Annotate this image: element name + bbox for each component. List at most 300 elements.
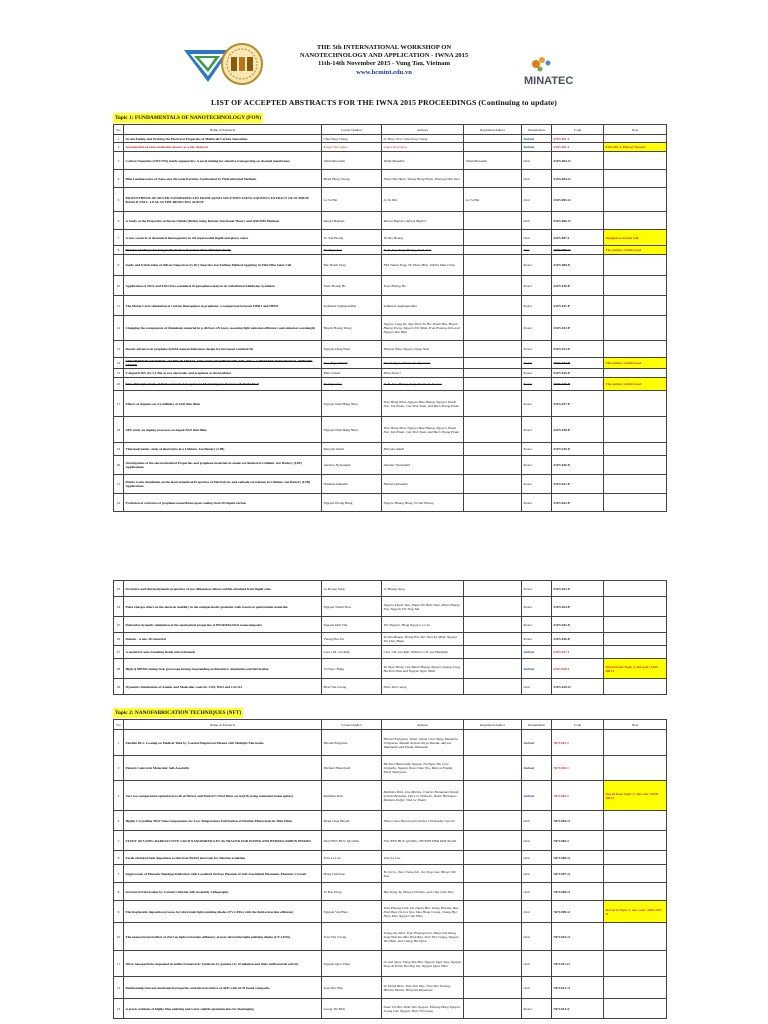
row-number: 9 bbox=[114, 901, 124, 923]
topic-1-label: Topic 1: FUNDAMENTALS OF NANOTECHNOLOGY (FON) bbox=[115, 115, 262, 121]
registered-author bbox=[464, 230, 522, 246]
column-header-note: Note bbox=[604, 125, 667, 135]
row-number: 14 bbox=[114, 358, 124, 369]
contact-author: Tran Viet Cuong bbox=[322, 923, 382, 951]
registered-author bbox=[464, 679, 522, 695]
registered-author: Vahid Mosadeh bbox=[464, 152, 522, 170]
registered-author bbox=[464, 246, 522, 255]
table-row bbox=[114, 230, 667, 246]
abstract-name: First-Principle Study of NO2 and CO2 Adsorption in Metal Organic Framework Embedded bbox=[124, 378, 322, 391]
presentation-type: Invited bbox=[522, 135, 552, 143]
table-row bbox=[114, 597, 667, 617]
contact-author: Nguyen Hoang Hung bbox=[322, 494, 382, 512]
abstract-name: A green synthesis of highly blue emitting and water-soluble quantum dots for bioimaging bbox=[124, 999, 322, 1019]
abstract-name: In situ Tuning and Probing the Electrical Properties of Multiwall Carbon Nanotubes bbox=[124, 135, 322, 143]
note bbox=[604, 633, 667, 646]
note: The authors withdrawed bbox=[604, 246, 667, 255]
contact-author: Nguyen Thanh Tien bbox=[322, 597, 382, 617]
presentation-type: Poster bbox=[522, 358, 552, 369]
abstract-code: FON-011-P bbox=[552, 296, 604, 316]
row-number: 4 bbox=[114, 170, 124, 188]
abstract-code: FON-005-O bbox=[552, 188, 604, 212]
column-header-name: Name of Abstracts bbox=[124, 720, 322, 730]
contact-author: Michael Hietschold bbox=[322, 756, 382, 781]
authors: Nguyen Thanh Tien, Pham Thi Bich Thao, Pham Hoang Duy, Nguyen Thi Thuy Mo bbox=[382, 597, 464, 617]
table-row bbox=[114, 781, 667, 811]
abstract-code: FON-024-P bbox=[552, 597, 604, 617]
abstract-name: Changing the components of Aluminum material in p-Al2Ga1-xN layer, assessing light emission efficiency and emission wavelength bbox=[124, 316, 322, 341]
column-header-presentation: Presentation bbox=[522, 720, 552, 730]
row-number: 13 bbox=[114, 341, 124, 358]
row-number: 7 bbox=[114, 865, 124, 883]
table-row bbox=[114, 246, 667, 255]
abstract-name: S-doped h-BN (Sc-Li, Be) as two electrodes and graphene as the insulator bbox=[124, 369, 322, 378]
column-header-note: Note bbox=[604, 720, 667, 730]
table-row bbox=[114, 170, 667, 188]
row-number: 24 bbox=[114, 597, 124, 617]
contact-author: Ta Bao Dong bbox=[322, 883, 382, 901]
registered-author bbox=[464, 135, 522, 143]
row-number: 5 bbox=[114, 831, 124, 851]
authors: Le Tu Hai bbox=[382, 188, 464, 212]
abstract-name: Flexible DLC Coating on Medical Tube by Coaxial Magnetron Plasma with Multiple Electrodes bbox=[124, 730, 322, 756]
presentation-type: Oral bbox=[522, 831, 552, 851]
registered-author bbox=[464, 633, 522, 646]
abstract-code: FON-022-P bbox=[552, 494, 604, 512]
abstract-name: Pulse charges effect on the electron mobility in the semiparabolic quantum wells based on polarization materials bbox=[124, 597, 322, 617]
presentation-type: Poster bbox=[522, 378, 552, 391]
abstract-name: Pattern Control in Molecular Self-Assembly bbox=[124, 756, 322, 781]
presentation-type: Poster bbox=[522, 391, 552, 417]
row-number: 3 bbox=[114, 781, 124, 811]
abstract-name: The Monte Carlo simulation of various fluorophore in graphene: a comparison between HER1 and HER4 bbox=[124, 296, 322, 316]
table-row bbox=[114, 901, 667, 923]
registered-author bbox=[464, 378, 522, 391]
table-row bbox=[114, 276, 667, 296]
presentation-type: Oral bbox=[522, 923, 552, 951]
presentation-type: Poster bbox=[522, 581, 552, 597]
table-row bbox=[114, 378, 667, 391]
header-line-2: NANOTECHNOLOGY AND APPLICATION - IWNA 2015 bbox=[299, 52, 469, 60]
header-line-3: 11th-14th November 2015 - Vung Tau, Vietnam bbox=[318, 60, 450, 68]
abstract-name: BIOSYNTHESIS OF SILVER NANOPARTICLES FROM AgNO3 SOLUTION USING AQUEOUS EXTRACT OF OCIMUM BASILICUM L. LEAF AS THE REDUCING AGENT bbox=[124, 188, 322, 212]
abstract-code: FON-029-O bbox=[552, 679, 604, 695]
row-number: 11 bbox=[114, 951, 124, 977]
table-row bbox=[114, 443, 667, 456]
authors: Tran Phuong Linh, Do Thanh Hai, Vuong Huk Ka, Bao Dinh Bao, Do Lev Xeu, Dao Hung Cuong, Chang Hye Hyun Kim, Nguyen Van Hieu bbox=[382, 901, 464, 923]
contact-author: Vo Van Hoang bbox=[322, 230, 382, 246]
table-row bbox=[114, 581, 667, 597]
authors: Yi-Ju Liu, Jhen Chong Lin, Jun Ting Gao, Hong Chih Kuo bbox=[382, 865, 464, 883]
authors: Li-Ting Chen, Chia-Seng Chang bbox=[382, 135, 464, 143]
table-row bbox=[114, 391, 667, 417]
abstract-name: Recent advances in graphene hybrid nanoarchitectures design for increased conductivity bbox=[124, 341, 322, 358]
row-number: 16 bbox=[114, 378, 124, 391]
authors: Le Anh Quoc, Dang Van Phu, Nguyen Ngoc Duy, Nguyen Thuy Ai Trinh, Bui Duy Du, Nguyen Quoc Hien bbox=[382, 951, 464, 977]
contact-author: Vuong Phu Tai bbox=[322, 633, 382, 646]
minatec-logo bbox=[520, 52, 590, 94]
row-number: 6 bbox=[114, 851, 124, 865]
authors: Vahid Mosadeh bbox=[382, 152, 464, 170]
minatec-logo-text: MINATEC bbox=[524, 75, 574, 87]
registered-author bbox=[464, 730, 522, 756]
table-row bbox=[114, 417, 667, 443]
presentation-type: Oral bbox=[522, 883, 552, 901]
contact-author: Huynh Hoang Trung bbox=[322, 316, 382, 341]
abstract-code: FON-004-O bbox=[552, 170, 604, 188]
authors: Nguyen Hoang Hung, Vo Van Hoang bbox=[382, 494, 464, 512]
column-header-code: Code bbox=[552, 125, 604, 135]
topic-2-label: Topic 2: NANOFABRICATION TECHNIQUES (NFT) bbox=[115, 710, 242, 716]
abstract-name: Very low-temperature epitaxial growth of MoSe2 and MoSe2/Cr2Se3 films on Ge(111) using molecular beam epitaxy bbox=[124, 781, 322, 811]
table-row bbox=[114, 951, 667, 977]
table-row bbox=[114, 212, 667, 230]
registered-author bbox=[464, 811, 522, 831]
abstract-code: FON-020-P bbox=[552, 456, 604, 475]
abstract-code: NFT-003-I bbox=[552, 781, 604, 811]
abstract-name: Thermodynamic study of electrolyte in a Lithium- Ion Battery (LIB) bbox=[124, 443, 322, 456]
presentation-type: Poster bbox=[522, 255, 552, 276]
presentation-type: Oral bbox=[522, 212, 552, 230]
column-header-contact: Contact Author bbox=[322, 125, 382, 135]
page-title: LIST OF ACCEPTED ABSTRACTS FOR THE IWNA 2015 PROCEEDINGS (Continuing to update) bbox=[211, 98, 557, 107]
abstract-name: Relationship between mechanical properties and microstructure of AFD with Al-Ti based composite bbox=[124, 977, 322, 999]
abstract-code: FON-006-O bbox=[552, 212, 604, 230]
table-row bbox=[114, 494, 667, 512]
authors: Mahesh Yoku, Nguyen Dang Nam bbox=[382, 341, 464, 358]
contact-author: Seigei Stavrogine bbox=[322, 143, 382, 152]
row-number: 10 bbox=[114, 923, 124, 951]
column-header-authors: Authors bbox=[382, 125, 464, 135]
presentation-type: Oral bbox=[522, 246, 552, 255]
column-header-authors: Authors bbox=[382, 720, 464, 730]
authors: Michael Hietschold, Nguyen Thi Ngoc Ha, Lars Smykalla, Nguyen Tuan Chau Thu, Marcus Fouder, Pavel Shukrynau bbox=[382, 756, 464, 781]
contact-author: Le Tu Hai bbox=[322, 188, 382, 212]
note bbox=[604, 865, 667, 883]
authors: BUI Thanh Tung, TU Hoan Hien, DANG Mau Chien bbox=[382, 255, 464, 276]
contact-author: Le Hoang Sang bbox=[322, 581, 382, 597]
note bbox=[604, 617, 667, 633]
abstract-code: FON-009-P bbox=[552, 255, 604, 276]
contact-author: Nguyen Kim Thu bbox=[322, 617, 382, 633]
table-row bbox=[114, 152, 667, 170]
row-number: 12 bbox=[114, 977, 124, 999]
table-row bbox=[114, 633, 667, 646]
registered-author bbox=[464, 999, 522, 1019]
table-row bbox=[114, 296, 667, 316]
presentation-type: Poster bbox=[522, 276, 552, 296]
row-number: 3 bbox=[114, 152, 124, 170]
presentation-type: Oral bbox=[522, 865, 552, 883]
abstract-name: Electrophoretic deposition process for ultraviolet light emitting diodes (UV-LEDs) with the field extraction efficiency bbox=[124, 901, 322, 923]
abstract-name: Blue Luminescence of Nano-size Zirconia Particles Synthesized by Hydrothermal Methods bbox=[124, 170, 322, 188]
note bbox=[604, 369, 667, 378]
row-number: 13 bbox=[114, 999, 124, 1019]
note bbox=[604, 456, 667, 475]
authors: Bao Dong Ta, Hung-Chih Kan, and Chia Chen Hsu bbox=[382, 883, 464, 901]
table-header-row bbox=[114, 720, 667, 730]
table-row bbox=[114, 923, 667, 951]
presentation-type: Oral bbox=[522, 977, 552, 999]
row-number: 25 bbox=[114, 617, 124, 633]
row-number: 15 bbox=[114, 369, 124, 378]
contact-author: Seddasan Saghapandian bbox=[322, 296, 382, 316]
note: moved to Topic 4, new code: AMS-O07-O bbox=[604, 901, 667, 923]
registered-author bbox=[464, 276, 522, 296]
registered-author bbox=[464, 865, 522, 883]
registered-author bbox=[464, 951, 522, 977]
abstract-name: Evolution of structure of graphene nanoribbon upon cooling from 2D liquid carbon bbox=[124, 494, 322, 512]
note bbox=[604, 646, 667, 659]
contact-author: Akrobar Nyalandeh bbox=[322, 456, 382, 475]
column-header-contact: Contact Author bbox=[322, 720, 382, 730]
abstract-name: Dynamics Simulations of Atomic and Molecular scale for CO2, H2O and CaCO3 bbox=[124, 679, 322, 695]
authors: Vo Van Hoang, Vuong Phu Tai, Tran Ky Minh, Nguyen Thi Thuy Hang bbox=[382, 633, 464, 646]
abstract-code: NFT-011-O bbox=[552, 951, 604, 977]
column-header-presentation: Presentation bbox=[522, 125, 552, 135]
registered-author bbox=[464, 417, 522, 443]
abstract-code: FON-012-P bbox=[552, 316, 604, 341]
abstract-code: FON-015-P bbox=[552, 369, 604, 378]
abstract-name: Carbon Nanotube (SWCNTs) inside aquaporins: A novel mining for selective transporting on channel membranes bbox=[124, 152, 322, 170]
contact-author: Nguyen Van Hieu bbox=[322, 901, 382, 923]
column-header-registered: Registered Author bbox=[464, 720, 522, 730]
presentation-type: Poster bbox=[522, 633, 552, 646]
table-row bbox=[114, 756, 667, 781]
presentation-type: Oral bbox=[522, 188, 552, 212]
row-number: 12 bbox=[114, 316, 124, 341]
abstract-name: Molecular dynamic simulation of the mechanical properties of PEGDMA/SiO2 nanocomposite bbox=[124, 617, 322, 633]
presentation-type: Oral bbox=[522, 951, 552, 977]
row-number: 2 bbox=[114, 756, 124, 781]
registered-author bbox=[464, 358, 522, 369]
abstract-code: FON-016-P bbox=[552, 378, 604, 391]
row-number: 10 bbox=[114, 276, 124, 296]
contact-author: Matthieu Petit bbox=[322, 781, 382, 811]
presentation-type: Oral bbox=[522, 811, 552, 831]
presentation-type: Oral bbox=[522, 851, 552, 865]
registered-author bbox=[464, 977, 522, 999]
abstract-name: Investigation of the electrochemical Properties and graphene materials in anode correlation in Lithium- Ion Battery (LIB) Applications bbox=[124, 456, 322, 475]
presentation-type: Poster bbox=[522, 597, 552, 617]
row-number: 6 bbox=[114, 212, 124, 230]
registered-author bbox=[464, 369, 522, 378]
note bbox=[604, 679, 667, 695]
authors: Rasoul Bagheri, Afrooz Bigheri bbox=[382, 212, 464, 230]
abstract-code: FON-I02-I bbox=[552, 143, 604, 152]
table-row bbox=[114, 659, 667, 679]
note bbox=[604, 443, 667, 456]
contact-author: Nguyen Quoc Hien bbox=[322, 951, 382, 977]
registered-author bbox=[464, 143, 522, 152]
registered-author bbox=[464, 456, 522, 475]
authors: Tran Le Luu bbox=[382, 851, 464, 865]
abstract-code: FON-010-P bbox=[552, 276, 604, 296]
table-row bbox=[114, 341, 667, 358]
note bbox=[604, 212, 667, 230]
abstract-code: NFT-001-I bbox=[552, 730, 604, 756]
row-number: 27 bbox=[114, 646, 124, 659]
header-url[interactable]: www.hcmint.edu.vn bbox=[356, 68, 412, 76]
abstract-code: FON-027-I bbox=[552, 646, 604, 659]
contact-author: Nguyen Nam Hung Nhut bbox=[322, 391, 382, 417]
note: moved from Topic 5, old code: NMD-I003-I bbox=[604, 781, 667, 811]
presentation-type: Invited bbox=[522, 730, 552, 756]
abstract-code: FON-023-P bbox=[552, 581, 604, 597]
authors: Seung-Jae Park, Tran Phuong Linh, Hwan Soh Kang, Sung Wok Ko, Bao Dinh Bao, Tran Viet Cuong, Nguyen Van Hieu, and Chang Hie Hyun bbox=[382, 923, 464, 951]
abstract-code: FON-025-P bbox=[552, 617, 604, 633]
authors: NGUYEN HUU QUANG, HUYNH THAI KIM NGAN bbox=[382, 831, 464, 851]
authors: Vu Ngoc Hung, Chu Manh Hoang, Nguyen Quang Long, Ha Sinh Nhat and Nguyen Ngoc Minh bbox=[382, 659, 464, 679]
abstract-code: FON-021-P bbox=[552, 475, 604, 494]
abstract-code: NFT-002-I bbox=[552, 756, 604, 781]
presentation-type: Invited bbox=[522, 659, 552, 679]
registered-author bbox=[464, 391, 522, 417]
authors: Seigei Stavrogine bbox=[382, 143, 464, 152]
contact-author: Xuan Hoang Ho bbox=[322, 276, 382, 296]
authors: Mina Zaheri bbox=[382, 369, 464, 378]
presentation-type: Invited bbox=[522, 143, 552, 152]
abstract-code: FON-028-I bbox=[552, 659, 604, 679]
registered-author: Le Tu Hai bbox=[464, 188, 522, 212]
authors: Pham Chau Huynh and Charles Christopher Sorrell bbox=[382, 811, 464, 831]
table-row bbox=[114, 977, 667, 999]
table-row bbox=[114, 730, 667, 756]
contact-author: Tran Le Luu bbox=[322, 851, 382, 865]
row-number: 23 bbox=[114, 581, 124, 597]
abstract-code: FON-018-P bbox=[552, 417, 604, 443]
contact-author: Nguyen Dang Nam bbox=[322, 341, 382, 358]
table-row bbox=[114, 811, 667, 831]
abstract-name: Application of TiO2 and TiO2-Dye-sensitized Organophotocatalysts in Substituted Aldehydes Synthesis bbox=[124, 276, 322, 296]
abstract-code: FON-014-P bbox=[552, 358, 604, 369]
note bbox=[604, 581, 667, 597]
abstract-name: A Study of the Properties of Boron Nitride (BnNn) using Density functional Theory and QM/MM Methods bbox=[124, 212, 322, 230]
registered-author bbox=[464, 781, 522, 811]
note bbox=[604, 811, 667, 831]
registered-author bbox=[464, 831, 522, 851]
authors: Phan Van Cuong bbox=[382, 679, 464, 695]
registered-author bbox=[464, 597, 522, 617]
registered-author bbox=[464, 170, 522, 188]
contact-author: NGUYEN HUU QUANG bbox=[322, 831, 382, 851]
abstract-code: NFT-008-O bbox=[552, 883, 604, 901]
note: changed to invited talk bbox=[604, 230, 667, 246]
authors: Cees J.M. van Rijn, William G.N. van Hooijdon bbox=[382, 646, 464, 659]
note bbox=[604, 316, 667, 341]
authors: Doan Thi Bei, Dinh Tien Nguyen, Phuong Hong Nguyen, Luong Lien Nguyen, Bich Thi Luong bbox=[382, 999, 464, 1019]
table-row bbox=[114, 617, 667, 633]
authors: D. N. Son, Hoang, N. Q. Thanh, D. D. Cao bbox=[382, 378, 464, 391]
row-number: 1 bbox=[114, 135, 124, 143]
registered-author bbox=[464, 646, 522, 659]
presentation-type: Poster bbox=[522, 494, 552, 512]
abstract-name: Structure and thermodynamic properties of two dimension silicon carbide obtained from liquid state bbox=[124, 581, 322, 597]
authors: Akrobar Nyalandeh bbox=[382, 456, 464, 475]
abstract-code: FON-026-P bbox=[552, 633, 604, 646]
row-number: 29 bbox=[114, 679, 124, 695]
column-header-no: No bbox=[114, 720, 124, 730]
authors: Tran Hong Nhut, Nguyen Hau Hoang, Nguyen Thanh Duc, Inh Pham, Cao Vinh Tuan, and Bach Thang Pham bbox=[382, 417, 464, 443]
row-number: 8 bbox=[114, 883, 124, 901]
note bbox=[604, 276, 667, 296]
abstract-name: Monte Carlo simulation on the electrochemical Properties of Electrolytes and cathode correlation in Lithium- Ion Battery (LIB) Applications bbox=[124, 475, 322, 494]
row-number: 9 bbox=[114, 255, 124, 276]
note: FON-I02-I, Plenary Session bbox=[604, 143, 667, 152]
note: Moved from Topic 4, old code: AMS-I001-I bbox=[604, 659, 667, 679]
registered-author bbox=[464, 923, 522, 951]
registered-author bbox=[464, 475, 522, 494]
registered-author bbox=[464, 212, 522, 230]
note bbox=[604, 341, 667, 358]
note bbox=[604, 951, 667, 977]
authors: Thanh Ngoc, Thanh, Do Ngoc Son bbox=[382, 358, 464, 369]
note bbox=[604, 851, 667, 865]
registered-author bbox=[464, 659, 522, 679]
row-number: 18 bbox=[114, 417, 124, 443]
contact-author: Hong Chih Kuo bbox=[322, 865, 382, 883]
presentation-type: Oral bbox=[522, 170, 552, 188]
presentation-type: Poster bbox=[522, 369, 552, 378]
abstract-code: FON-007-I bbox=[552, 230, 604, 246]
abstract-code: FON-008-O bbox=[552, 246, 604, 255]
note bbox=[604, 977, 667, 999]
presentation-type: Poster bbox=[522, 316, 552, 341]
abstract-name: Effects of dopants on crystallinity of ZnO thin films bbox=[124, 391, 322, 417]
abstract-code: NFT-007-O bbox=[552, 865, 604, 883]
topic-1-table bbox=[113, 124, 667, 512]
registered-author bbox=[464, 494, 522, 512]
table-row bbox=[114, 456, 667, 475]
abstract-code: NFT-009-O bbox=[552, 901, 604, 923]
abstract-code: FON-017-P bbox=[552, 391, 604, 417]
presentation-type: Poster bbox=[522, 417, 552, 443]
topic-2-table bbox=[113, 719, 667, 1019]
registered-author bbox=[464, 901, 522, 923]
note bbox=[604, 135, 667, 143]
registered-author bbox=[464, 296, 522, 316]
contact-author: Mina Zaheri bbox=[322, 369, 382, 378]
note bbox=[604, 417, 667, 443]
note bbox=[604, 391, 667, 417]
registered-author bbox=[464, 851, 522, 865]
note bbox=[604, 597, 667, 617]
abstract-code: FON-019-P bbox=[552, 443, 604, 456]
contact-author: Bui Thanh Tung bbox=[322, 255, 382, 276]
table-row bbox=[114, 831, 667, 851]
contact-author: Tran Duc Huy bbox=[322, 977, 382, 999]
contact-author: Vahid Mosadeh bbox=[322, 152, 382, 170]
table-row bbox=[114, 679, 667, 695]
contact-author: Maryam Ahadi bbox=[322, 443, 382, 456]
presentation-type: Invited bbox=[522, 781, 552, 811]
row-number: 19 bbox=[114, 443, 124, 456]
abstract-name: Siniene - A new 2D material bbox=[124, 633, 322, 646]
abstract-name: Highly Crystalline TiO2 Nano-Suspensions for Low-Temperature Fabrication of Flexible Photocatalytic Thin Films bbox=[124, 811, 322, 831]
table-row bbox=[114, 851, 667, 865]
abstract-name: Study and Fabrication of Silicon Nanowires by Dry Reactive Ion Etching Method Applying in Thin Film Solar Cell bbox=[124, 255, 322, 276]
registered-author bbox=[464, 443, 522, 456]
authors: Hashem Ahmadin bbox=[382, 475, 464, 494]
presentation-type: Oral bbox=[522, 152, 552, 170]
abstract-name: Diol-based Alkyne for Oxygen Reduction Reaction: First-Principle Study bbox=[124, 246, 322, 255]
note bbox=[604, 255, 667, 276]
registered-author bbox=[464, 341, 522, 358]
presentation-type: Poster bbox=[522, 999, 552, 1019]
registered-author bbox=[464, 316, 522, 341]
column-header-registered: Registered Author bbox=[464, 125, 522, 135]
abstract-code: FON-013-P bbox=[552, 341, 604, 358]
